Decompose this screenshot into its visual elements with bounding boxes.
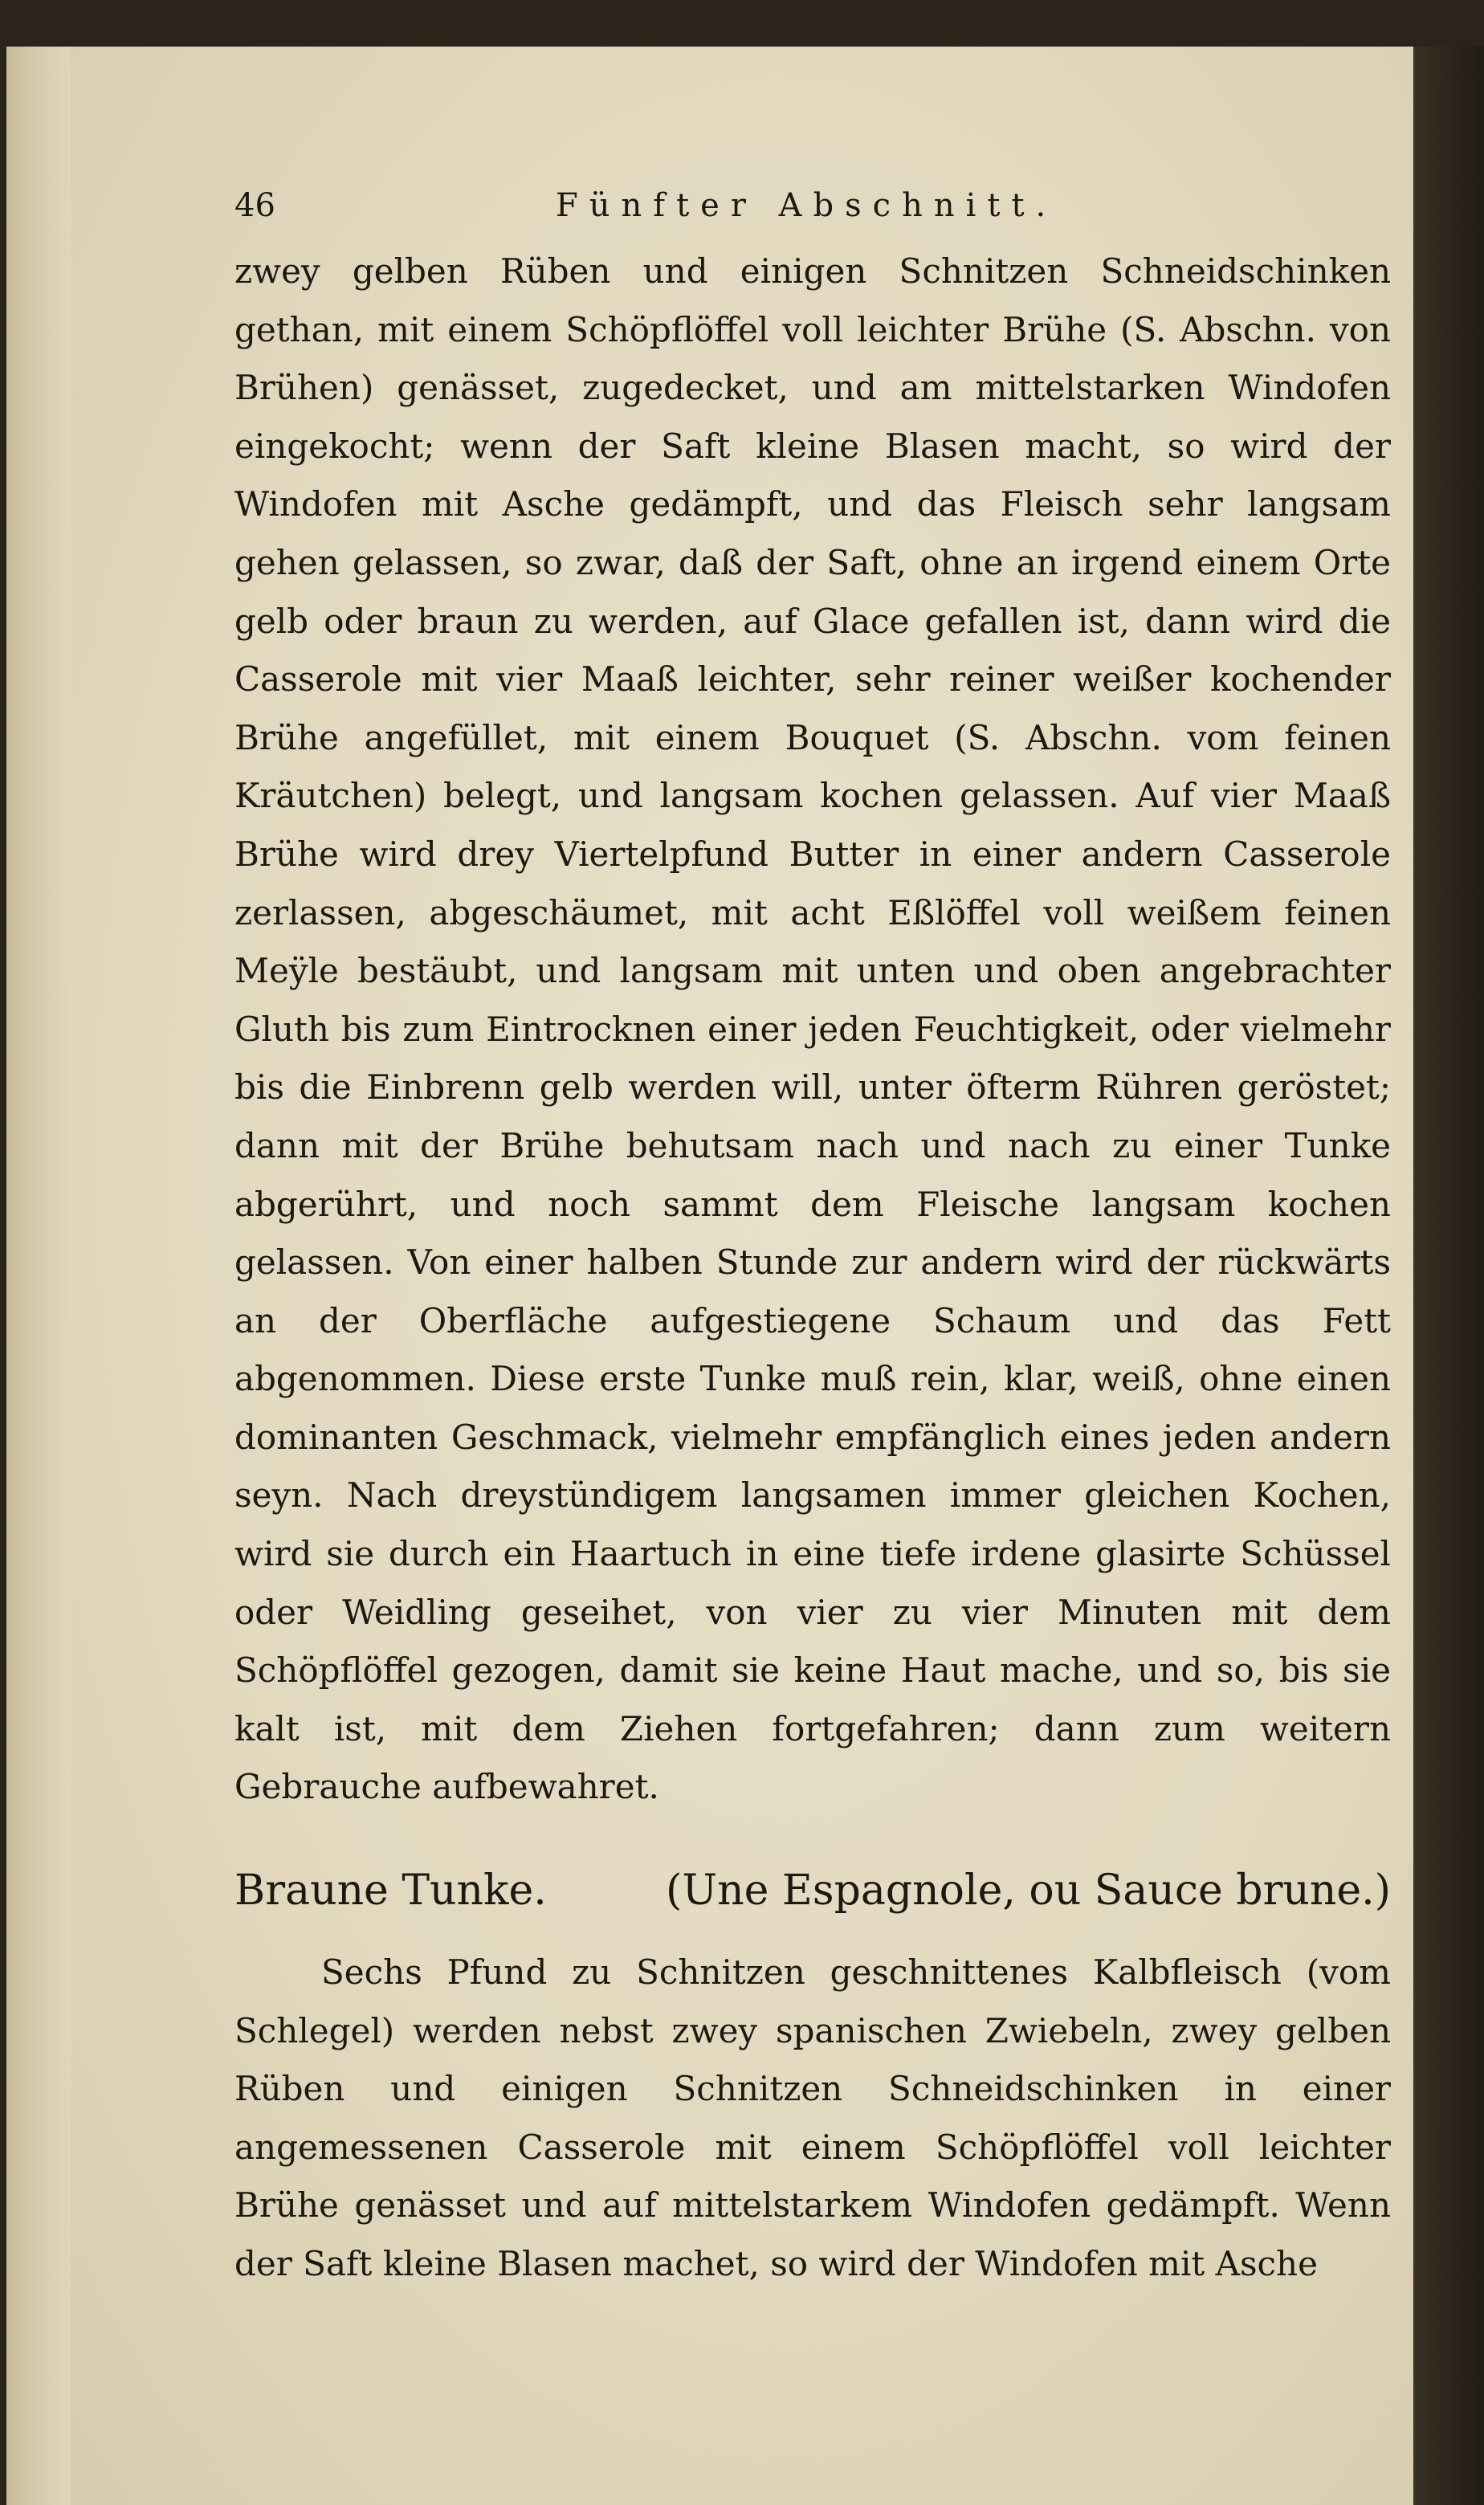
page-binding-shadow — [6, 47, 71, 2505]
page-number: 46 — [234, 187, 275, 224]
recipe-title-french: (Une Espagnole, ou Sauce brune.) — [666, 1867, 1391, 1915]
recipe-paragraph: Sechs Pfund zu Schnitzen geschnittenes Kalbfleisch (vom Schlegel) werden nebst zwey spanischen Zwiebeln, zwey gelben Rüben und einigen Schnitzen Schneidschinken in einer angemessenen Casserole mit einem Schöpflöffel voll leichter Brühe genässet und auf mittelstarkem Windofen gedämpft. Wenn der Saft kleine Blasen machet, so wird der Windofen mit Asche — [234, 1952, 1391, 2283]
page-stack-edge — [1413, 47, 1484, 2505]
running-head — [234, 169, 1391, 243]
continued-paragraph: zwey gelben Rüben und einigen Schnitzen Schneidschinken gethan, mit einem Schöpflöffel voll leichter Brühe (S. Abschn. von Brühen) genässet, zugedecket, und am mittelstarken Windofen eingekocht; wenn der Saft kleine Blasen macht, so wird der Windofen mit Asche gedämpft, und das Fleisch sehr langsam gehen gelassen, so zwar, daß der Saft, ohne an irgend einem Orte gelb oder braun zu werden, auf Glace gefallen ist, dann wird die Casserole mit vier Maaß leichter, sehr reiner weißer kochender Brühe angefüllet, mit einem Bouquet (S. Abschn. vom feinen Kräutchen) belegt, und langsam kochen gelassen. Auf vier Maaß Brühe wird drey Viertelpfund Butter in einer andern Casserole zerlassen, abgeschäumet, mit acht Eßlöffel voll weißem feinen Meÿle bestäubt, und langsam mit unten und oben angebrachter Gluth bis zum Eintrocknen einer jeden Feuchtigkeit, oder vielmehr bis die Einbrenn gelb werden will, unter öfterm Rühren geröstet; dann mit der Brühe behutsam nach und nach zu einer Tunke abgerührt, und noch sammt dem Fleische langsam kochen gelassen. Von einer halben Stunde zur andern wird der rückwärts an der Oberfläche aufgestiegene Schaum und das Fett abgenommen. Diese erste Tunke muß rein, klar, weiß, ohne einen dominanten Geschmack, vielmehr empfänglich eines jeden andern seyn. Nach dreystündigem langsamen immer gleichen Kochen, wird sie durch ein Haartuch in eine tiefe irdene glasirte Schüssel oder Weidling geseihet, von vier zu vier Minuten mit dem Schöpflöffel gezogen, damit sie keine Haut mache, und so, bis sie kalt ist, mit dem Ziehen fortgefahren; dann zum weitern Gebrauche aufbewahret. — [234, 251, 1391, 1807]
recipe-heading — [234, 1862, 1391, 1920]
recipe-title-german: Braune Tunke. — [234, 1867, 547, 1915]
section-title: Fünfter Abschnitt. — [556, 187, 1058, 224]
text-block — [234, 169, 1391, 2294]
